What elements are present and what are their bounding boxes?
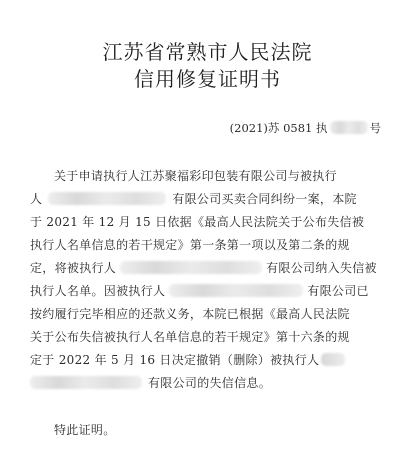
body-line-7: 按约履行完毕相应的还款义务，本院已根据《最高人民法院 bbox=[30, 307, 350, 321]
redacted-party-name bbox=[321, 353, 345, 366]
body-line-6 bbox=[30, 284, 369, 298]
body-line-5-start: 定，将被执行人 bbox=[30, 261, 117, 275]
redacted-case-number bbox=[330, 121, 368, 134]
body-line-2-end: 有限公司买卖合同纠纷一案，本院 bbox=[172, 192, 357, 206]
case-number bbox=[230, 121, 381, 135]
redacted-party-name bbox=[169, 284, 303, 297]
redacted-party-name bbox=[48, 192, 166, 205]
body-line-8: 关于公布失信被执行人名单信息的若干规定》第十六条的规 bbox=[30, 330, 350, 344]
body-line-6-start: 执行人名单。因被执行人 bbox=[30, 284, 166, 298]
redacted-party-name bbox=[30, 376, 142, 389]
closing-statement: 特此证明。 bbox=[54, 423, 116, 437]
body-line-1: 关于申请执行人江苏聚福彩印包装有限公司与被执行 bbox=[54, 169, 337, 183]
body-line-2-start: 人 bbox=[30, 192, 43, 206]
body-line-10-end: 有限公司的失信信息。 bbox=[148, 376, 272, 390]
body-line-5-end: 有限公司纳入失信被 bbox=[266, 261, 377, 275]
redacted-party-name bbox=[120, 261, 262, 274]
document-title: 信用修复证明书 bbox=[134, 67, 281, 91]
body-line-2 bbox=[30, 192, 357, 206]
body-line-10 bbox=[30, 376, 271, 390]
court-name-title: 江苏省常熟市人民法院 bbox=[102, 40, 313, 64]
body-line-9 bbox=[30, 353, 345, 367]
body-line-3: 于 2021 年 12 月 15 日依据《最高人民法院关于公布失信被 bbox=[30, 215, 365, 229]
body-line-6-end: 有限公司已 bbox=[307, 284, 369, 298]
case-number-suffix: 号 bbox=[369, 121, 381, 135]
body-line-5 bbox=[30, 261, 377, 275]
body-line-9-text: 定于 2022 年 5 月 16 日决定撤销（删除）被执行人 bbox=[30, 353, 320, 367]
case-number-prefix: (2021)苏 0581 执 bbox=[229, 121, 328, 135]
body-line-4: 执行人名单信息的若干规定》第一条第一项以及第二条的规 bbox=[30, 238, 350, 252]
